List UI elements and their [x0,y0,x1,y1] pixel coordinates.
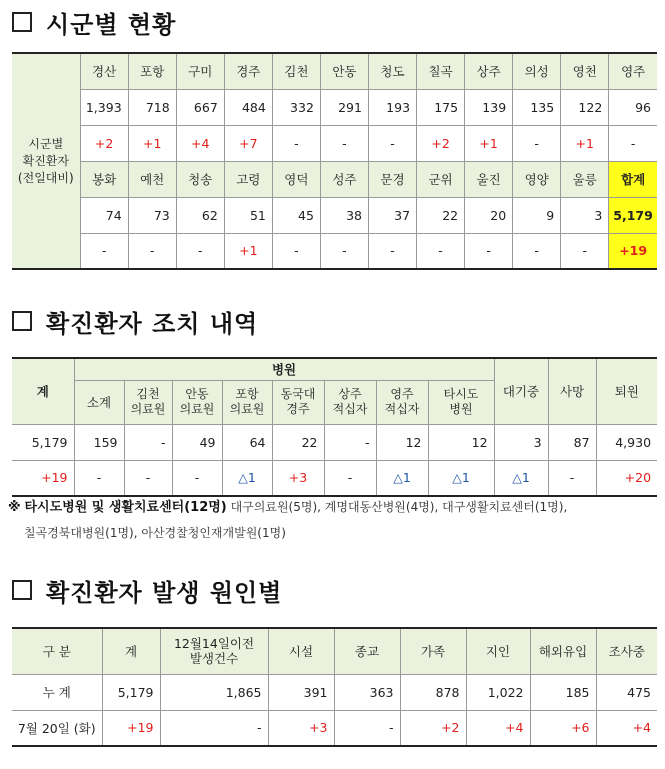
city-change-cell: - [320,233,368,269]
measures-change-cell: - [172,460,222,496]
city-total-cell: 51 [224,197,272,233]
city-name-cell: 김천 [272,53,320,89]
city-total-cell: 20 [465,197,513,233]
cause-header-cell: 해외유입 [530,628,596,674]
grand-total-cell: 5,179 [609,197,657,233]
measures-change-cell: - [74,460,124,496]
measures-change-cell: +3 [272,460,324,496]
note-detail-1: 대구의료원(5명), 계명대동산병원(4명), 대구생활치료센터(1명), [230,500,568,514]
cause-cumulative-cell: 878 [400,674,466,710]
city-name-cell: 봉화 [80,161,128,197]
city-name-cell: 영천 [561,53,609,89]
city-name-cell: 영양 [513,161,561,197]
city-total-cell: 332 [272,89,320,125]
measures-total-cell: 4,930 [596,424,657,460]
header-andong: 안동 의료원 [172,380,222,424]
city-change-cell: - [417,233,465,269]
measures-change-cell: - [124,460,172,496]
city-change-row [12,125,657,161]
city-name-cell: 의성 [513,53,561,89]
cause-header-cell: 종교 [334,628,400,674]
city-change-cell: - [513,233,561,269]
header-pohang: 포항 의료원 [222,380,272,424]
cause-daily-cell: - [334,710,400,746]
section-title-by-city [8,4,176,40]
measures-change-cell: +19 [12,460,74,496]
measures-change-cell: +20 [596,460,657,496]
measures-change-cell: △1 [222,460,272,496]
city-change-cell: +4 [176,125,224,161]
cause-header-cell: 계 [102,628,160,674]
measures-total-cell: 12 [376,424,428,460]
measures-change-cell: △1 [428,460,494,496]
city-total-cell: 45 [272,197,320,233]
city-name-cell: 상주 [465,53,513,89]
cause-cumulative-cell: 1,022 [466,674,530,710]
measures-change-cell: - [324,460,376,496]
header-yeongju: 영주 적십자 [376,380,428,424]
city-total-cell: 291 [320,89,368,125]
cause-cumulative-cell: 391 [268,674,334,710]
cause-cumulative-cell: 475 [596,674,657,710]
cause-header-cell: 구 분 [12,628,102,674]
cause-header-cell: 조사중 [596,628,657,674]
cause-cumulative-cell: 1,865 [160,674,268,710]
city-change-cell: - [561,233,609,269]
city-name-cell: 영덕 [272,161,320,197]
patient-measures-table [12,357,657,497]
header-hospital: 병원 [74,358,494,380]
city-change-cell: - [80,233,128,269]
city-change-cell: +2 [417,125,465,161]
city-change-cell: - [272,125,320,161]
note-bold-text: 타시도병원 및 생활치료센터(12명) [24,500,227,515]
city-change-cell: - [513,125,561,161]
city-change-cell: +7 [224,125,272,161]
city-change-cell: +1 [465,125,513,161]
city-total-row [12,89,657,125]
city-name-cell: 경산 [80,53,128,89]
section-title-text: 확진환자 조치 내역 [46,309,259,338]
city-change-cell: +2 [80,125,128,161]
city-total-cell: 74 [80,197,128,233]
checkbox-square-icon [12,12,32,32]
city-change-cell: - [465,233,513,269]
city-name-cell: 안동 [320,53,368,89]
cause-daily-cell: +19 [102,710,160,746]
city-total-cell: 96 [609,89,657,125]
note-line-1 [8,496,567,515]
city-name-cell: 구미 [176,53,224,89]
city-change-cell: - [609,125,657,161]
checkbox-square-icon [12,311,32,331]
measures-total-cell: 159 [74,424,124,460]
city-name-cell: 울진 [465,161,513,197]
city-name-cell: 예천 [128,161,176,197]
city-total-cell: 3 [561,197,609,233]
city-total-cell: 73 [128,197,176,233]
city-total-cell: 484 [224,89,272,125]
city-name-cell: 성주 [320,161,368,197]
measures-total-cell: 12 [428,424,494,460]
city-change-cell: +1 [561,125,609,161]
section-title-by-cause [8,572,282,608]
header-total: 계 [12,358,74,424]
measures-total-cell: 5,179 [12,424,74,460]
city-total-cell: 38 [320,197,368,233]
city-total-cell: 718 [128,89,176,125]
city-total-row [12,197,657,233]
cause-header-row [12,628,657,674]
header-waiting: 대기중 [494,358,548,424]
cause-daily-cell: +4 [466,710,530,746]
city-change-cell: +1 [224,233,272,269]
city-change-cell: - [128,233,176,269]
measures-change-cell: △1 [376,460,428,496]
cause-daily-cell: +6 [530,710,596,746]
note-line-2 [24,524,286,541]
header-sangju: 상주 적십자 [324,380,376,424]
measures-total-cell: - [324,424,376,460]
city-total-cell: 37 [368,197,416,233]
measures-total-cell: 64 [222,424,272,460]
city-total-cell: 62 [176,197,224,233]
header-subtotal: 소계 [74,380,124,424]
city-name-cell: 칠곡 [417,53,465,89]
header-death: 사망 [548,358,596,424]
cause-table [12,627,657,747]
city-change-cell: - [368,233,416,269]
cause-cumulative-row [12,674,657,710]
city-name-cell: 청송 [176,161,224,197]
checkbox-square-icon [12,580,32,600]
cause-header-cell: 지인 [466,628,530,674]
cause-cumulative-cell: 5,179 [102,674,160,710]
city-total-cell: 193 [368,89,416,125]
city-name-cell: 포항 [128,53,176,89]
measures-total-cell: 49 [172,424,222,460]
cause-header-cell: 가족 [400,628,466,674]
cause-daily-cell: - [160,710,268,746]
city-total-cell: 139 [465,89,513,125]
header-other: 타시도 병원 [428,380,494,424]
measures-change-cell: △1 [494,460,548,496]
city-name-cell: 울릉 [561,161,609,197]
cause-cumulative-cell: 누 계 [12,674,102,710]
cause-cumulative-cell: 185 [530,674,596,710]
header-gimcheon: 김천 의료원 [124,380,172,424]
section-title-text: 시군별 현황 [46,10,177,39]
city-name-cell: 영주 [609,53,657,89]
city-change-cell: - [368,125,416,161]
city-total-cell: 175 [417,89,465,125]
city-name-row [12,53,657,89]
city-change-cell: - [320,125,368,161]
city-name-row [12,161,657,197]
total-name-cell: 합계 [609,161,657,197]
city-change-cell: - [272,233,320,269]
city-name-cell: 고령 [224,161,272,197]
cause-daily-row [12,710,657,746]
city-name-cell: 청도 [368,53,416,89]
cause-header-cell: 시설 [268,628,334,674]
cause-header-cell: 12월14일이전 발생건수 [160,628,268,674]
header-dongguk: 동국대 경주 [272,380,324,424]
city-total-cell: 122 [561,89,609,125]
city-total-cell: 667 [176,89,224,125]
city-name-cell: 경주 [224,53,272,89]
city-total-cell: 1,393 [80,89,128,125]
note-mark: ※ [8,500,21,515]
cause-daily-cell: +2 [400,710,466,746]
city-change-row [12,233,657,269]
city-name-cell: 군위 [417,161,465,197]
measures-total-cell: 22 [272,424,324,460]
city-change-cell: - [176,233,224,269]
city-total-cell: 22 [417,197,465,233]
section-title-measures [8,303,258,339]
cause-daily-cell: +3 [268,710,334,746]
header-discharged: 퇴원 [596,358,657,424]
note-detail-2: 칠곡경북대병원(1명), 아산경찰청인재개발원(1명) [24,526,286,540]
side-label: 시군별 확진환자 (전일대비) [12,53,80,269]
measures-changes-row [12,460,657,496]
city-total-cell: 9 [513,197,561,233]
section-title-text: 확진환자 발생 원인별 [46,578,283,607]
cause-cumulative-cell: 363 [334,674,400,710]
measures-totals-row [12,424,657,460]
measures-total-cell: 3 [494,424,548,460]
city-status-table [12,52,657,270]
city-change-cell: +1 [128,125,176,161]
cause-daily-cell: 7월 20일 (화) [12,710,102,746]
measures-total-cell: - [124,424,172,460]
measures-total-cell: 87 [548,424,596,460]
city-total-cell: 135 [513,89,561,125]
city-name-cell: 문경 [368,161,416,197]
cause-daily-cell: +4 [596,710,657,746]
measures-change-cell: - [548,460,596,496]
grand-change-cell: +19 [609,233,657,269]
